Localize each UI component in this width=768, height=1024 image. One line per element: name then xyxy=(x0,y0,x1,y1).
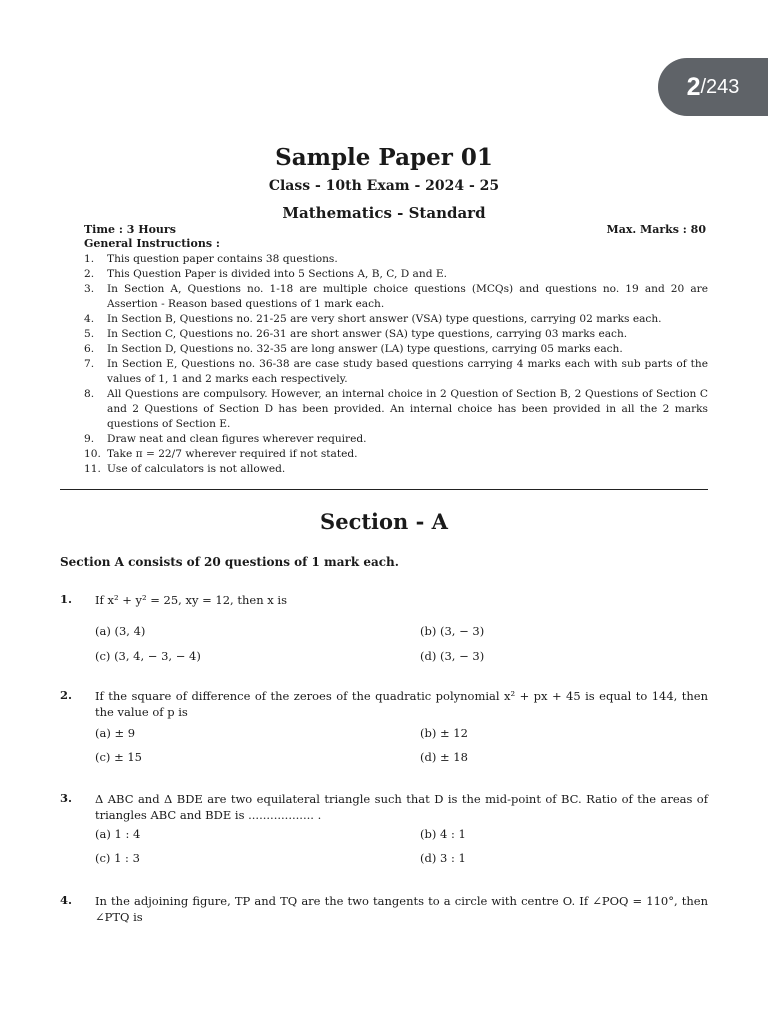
option-b: (b) 4 : 1 xyxy=(420,827,466,841)
instruction-item: 3. In Section A, Questions no. 1-18 are multiple choice questions (MCQs) and questions no. 19 and 20 are Assertion - Reason based questions of 1 mark each. xyxy=(84,283,708,310)
option-d: (d) (3, − 3) xyxy=(420,649,485,663)
question-number: 1. xyxy=(60,592,73,606)
question-number: 2. xyxy=(60,688,73,702)
page-current: 2 xyxy=(686,72,701,101)
option-c: (c) ± 15 xyxy=(95,750,142,764)
instruction-item: 2. This Question Paper is divided into 5 Sections A, B, C, D and E. xyxy=(84,268,447,280)
max-marks-label: Max. Marks : 80 xyxy=(606,223,706,236)
question-number: 3. xyxy=(60,791,73,805)
option-c: (c) (3, 4, − 3, − 4) xyxy=(95,649,201,663)
question-4 xyxy=(60,893,708,925)
option-a: (a) ± 9 xyxy=(95,726,136,740)
instruction-item: 4. In Section B, Questions no. 21-25 are very short answer (VSA) type questions, carrying 02 marks each. xyxy=(84,313,662,325)
question-text: Δ ABC and Δ BDE are two equilateral triangle such that D is the mid-point of BC. Ratio of the areas of triangles ABC and BDE is .................. . xyxy=(95,792,708,822)
time-label: Time : 3 Hours xyxy=(84,223,176,236)
section-title: Section - A xyxy=(320,509,448,534)
option-b: (b) ± 12 xyxy=(420,726,468,740)
page-total: /243 xyxy=(700,75,740,98)
option-c: (c) 1 : 3 xyxy=(95,851,140,865)
question-2 xyxy=(60,688,708,764)
option-a: (a) (3, 4) xyxy=(95,624,146,638)
instruction-item: 7. In Section E, Questions no. 36-38 are case study based questions carrying 4 marks each with sub parts of the values of 1, 1 and 2 marks each respectively. xyxy=(84,358,708,385)
instruction-item: 11. Use of calculators is not allowed. xyxy=(84,463,286,475)
instruction-item: 1. This question paper contains 38 questions. xyxy=(84,253,338,265)
question-3 xyxy=(60,791,708,865)
question-text: If the square of difference of the zeroes of the quadratic polynomial x² + px + 45 is equal to 144, then the value of p is xyxy=(95,689,708,719)
section-note: Section A consists of 20 questions of 1 mark each. xyxy=(60,555,399,569)
instructions-list xyxy=(84,252,708,477)
instructions-heading: General Instructions : xyxy=(84,237,220,250)
instruction-item: 9. Draw neat and clean figures wherever required. xyxy=(84,433,367,445)
question-text: If x² + y² = 25, xy = 12, then x is xyxy=(95,593,287,607)
instruction-item: 10. Take π = 22/7 wherever required if not stated. xyxy=(84,448,358,460)
question-number: 4. xyxy=(60,893,73,907)
question-text: In the adjoining figure, TP and TQ are the two tangents to a circle with centre O. If ∠POQ = 110°, then ∠PTQ is xyxy=(95,894,708,924)
option-b: (b) (3, − 3) xyxy=(420,624,485,638)
option-d: (d) ± 18 xyxy=(420,750,468,764)
option-d: (d) 3 : 1 xyxy=(420,851,466,865)
paper-title: Sample Paper 01 xyxy=(275,144,493,171)
paper-subtitle: Class - 10th Exam - 2024 - 25 xyxy=(268,178,500,194)
instruction-item: 8. All Questions are compulsory. However, an internal choice in 2 Question of Section B, 2 Questions of Section C and 2 Questions of Section D has been provided. An internal choice has been provided in all the 2 marks questions of Section E. xyxy=(84,388,708,430)
question-1 xyxy=(60,592,708,663)
section-divider xyxy=(60,489,708,490)
instruction-item: 6. In Section D, Questions no. 32-35 are long answer (LA) type questions, carrying 05 marks each. xyxy=(84,343,623,355)
option-a: (a) 1 : 4 xyxy=(95,827,141,841)
paper-subject: Mathematics - Standard xyxy=(282,204,486,222)
page-indicator xyxy=(658,58,768,116)
instruction-item: 5. In Section C, Questions no. 26-31 are short answer (SA) type questions, carrying 03 marks each. xyxy=(84,328,628,340)
